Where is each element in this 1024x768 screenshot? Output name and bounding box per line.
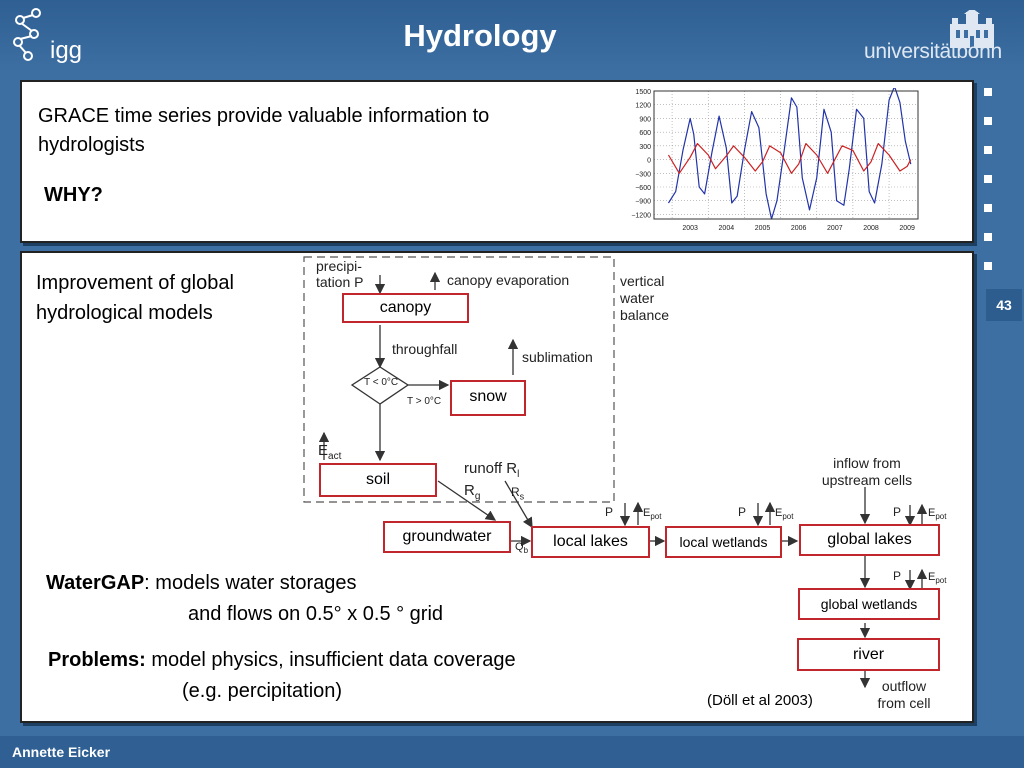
problems-line1	[48, 649, 516, 672]
grace-intro-line1: GRACE time series provide valuable information to	[38, 105, 490, 127]
problems-desc1: model physics, insufficient data coverage	[145, 649, 516, 671]
rg-sub: g	[474, 491, 481, 502]
epot-label-local-wetlands	[775, 507, 793, 521]
epot-main: E	[928, 571, 936, 583]
rg-label	[464, 482, 480, 502]
epot-sub: pot	[782, 512, 794, 522]
runoff-label	[464, 460, 519, 480]
y-tick-label: −300	[635, 171, 651, 179]
groundwater-box: groundwater	[383, 521, 511, 553]
p-label-global-lakes: P	[893, 505, 902, 519]
watergap-line1	[46, 572, 357, 595]
author-name: Annette Eicker	[12, 744, 111, 760]
precip-line2: tation P	[316, 274, 364, 290]
local-wetlands-box: local wetlands	[665, 526, 782, 558]
watergap-label: WaterGAP	[46, 572, 145, 594]
svg-text:igg: igg	[50, 37, 83, 64]
grace-intro	[38, 102, 489, 160]
university-name: universitätbonn	[864, 40, 1002, 63]
epot-label-global-lakes	[928, 507, 946, 521]
global-lakes-box: global lakes	[799, 524, 940, 556]
bullet	[984, 146, 992, 154]
epot-label-local-lakes	[643, 507, 661, 521]
why-label: WHY?	[44, 184, 103, 206]
bullet	[984, 117, 992, 125]
outflow-line1: outflow	[881, 678, 927, 694]
chart-frame	[654, 91, 918, 219]
outflow-line2: from cell	[877, 695, 931, 711]
epot-sub: pot	[935, 512, 947, 522]
y-tick-label: −1200	[631, 212, 651, 220]
x-tick-label: 2006	[790, 225, 807, 232]
y-tick-label: 600	[639, 130, 651, 138]
epot-sub: pot	[935, 576, 947, 586]
rg-main: R	[464, 482, 475, 499]
chart-x-tick-labels	[682, 225, 915, 232]
snow-box: snow	[450, 380, 526, 416]
runoff-sub: l	[517, 469, 520, 480]
canopy-box: canopy	[342, 293, 469, 323]
temp-below-label: T < 0°C	[364, 377, 399, 388]
problems-desc2: (e.g. percipitation)	[182, 680, 343, 702]
y-tick-label: 900	[639, 116, 651, 124]
grace-chart	[622, 88, 922, 236]
temp-above-label: T > 0°C	[407, 396, 442, 407]
bullet	[984, 204, 992, 212]
y-tick-label: −900	[635, 198, 651, 206]
vertical-line1: vertical	[620, 273, 665, 289]
model-heading	[36, 268, 234, 328]
inflow-line1: inflow from	[833, 455, 901, 471]
epot-label-global-wetlands	[928, 571, 946, 585]
series-line-2	[668, 144, 910, 174]
inflow-line2: upstream cells	[821, 472, 913, 488]
qb-label	[515, 541, 528, 555]
p-label-local-lakes: P	[605, 505, 614, 519]
epot-main: E	[643, 507, 651, 519]
epot-main: E	[928, 507, 936, 519]
epot-sub: pot	[650, 512, 662, 522]
bullet	[984, 233, 992, 241]
model-heading-line2: hydrological models	[36, 302, 213, 324]
runoff-main: runoff R	[464, 460, 518, 477]
chart-series	[668, 88, 910, 219]
chart-grid	[654, 91, 918, 219]
throughfall-label: throughfall	[392, 341, 458, 357]
university-logo	[864, 10, 1014, 68]
river-box: river	[797, 638, 940, 671]
model-heading-line1: Improvement of global	[36, 272, 234, 294]
bullet	[984, 88, 992, 96]
outflow-label	[866, 678, 942, 712]
chart-y-tick-labels	[631, 89, 651, 219]
citation: (Döll et al 2003)	[707, 692, 813, 709]
x-tick-label: 2005	[754, 225, 771, 232]
x-tick-label: 2004	[718, 225, 735, 232]
e-act-label	[318, 442, 341, 462]
vertical-line2: water	[620, 290, 655, 306]
qb-sub: b	[523, 546, 529, 556]
slide-title: Hydrology	[403, 18, 557, 53]
rs-main: R	[511, 485, 520, 499]
vertical-balance-label	[620, 273, 669, 324]
rs-label	[511, 485, 524, 501]
local-lakes-box: local lakes	[531, 526, 650, 558]
y-tick-label: 300	[639, 143, 651, 151]
watergap-desc1: : models water storages	[144, 572, 357, 594]
x-tick-label: 2003	[682, 225, 698, 232]
sublimation-label: sublimation	[522, 349, 593, 365]
canopy-evaporation-label: canopy evaporation	[447, 272, 570, 288]
footer-bar	[0, 736, 1024, 768]
vertical-line3: balance	[620, 307, 670, 323]
precip-line1: precipi-	[316, 258, 362, 274]
x-tick-label: 2008	[863, 225, 879, 232]
bullet-column	[984, 88, 994, 291]
soil-box: soil	[319, 463, 437, 497]
qb-main: Q	[515, 541, 524, 553]
epot-main: E	[775, 507, 783, 519]
e-act-sub: act	[328, 451, 342, 462]
bullet	[984, 175, 992, 183]
precipitation-label	[316, 258, 363, 290]
p-label-local-wetlands: P	[738, 505, 747, 519]
watergap-desc2: and flows on 0.5° x 0.5 ° grid	[188, 603, 444, 625]
y-tick-label: 1200	[635, 102, 651, 110]
y-tick-label: 0	[647, 157, 651, 165]
page-number: 43	[986, 289, 1022, 321]
grace-intro-line2: hydrologists	[38, 134, 145, 156]
inflow-label	[812, 455, 922, 489]
problems-label: Problems:	[48, 649, 146, 671]
e-act-main: E	[318, 442, 329, 459]
global-wetlands-box: global wetlands	[798, 588, 940, 620]
x-tick-label: 2007	[827, 225, 843, 232]
y-tick-label: 1500	[635, 89, 651, 96]
y-tick-label: −600	[635, 185, 651, 192]
p-label-global-wetlands: P	[893, 569, 902, 583]
bullet	[984, 262, 992, 270]
rs-sub: s	[519, 491, 525, 502]
x-tick-label: 2009	[899, 225, 915, 232]
